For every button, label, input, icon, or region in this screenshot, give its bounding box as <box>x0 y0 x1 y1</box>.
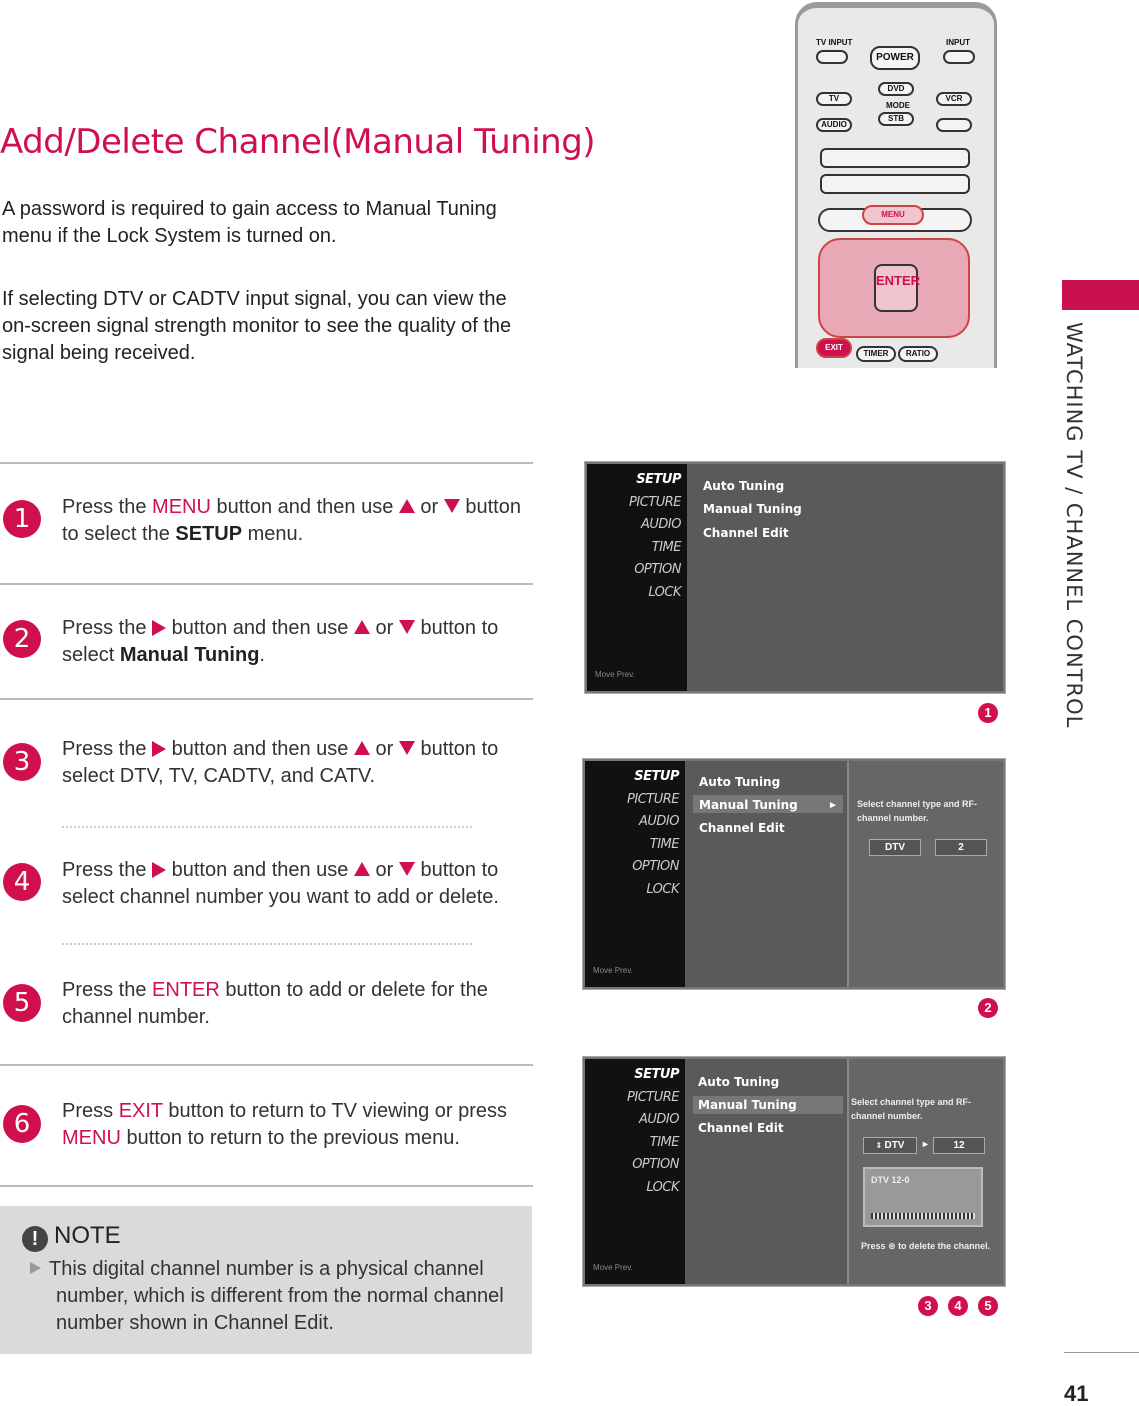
exit-button: EXIT <box>816 338 852 358</box>
osd-side-item-picture: PICTURE <box>627 1090 679 1105</box>
osd-side-item-audio: AUDIO <box>639 1112 679 1127</box>
timer-button: TIMER <box>856 346 896 362</box>
up-arrow-icon <box>399 499 415 513</box>
tv-input-button <box>816 50 848 64</box>
step-1-text: Press the MENU button and then use or button to select the SETUP menu. <box>62 496 521 545</box>
osd-screen-1 <box>585 462 1005 693</box>
osd-side-item-lock: LOCK <box>646 1180 679 1195</box>
osd-menu-channel-edit: Channel Edit <box>698 1121 784 1135</box>
remote-label: INPUT <box>946 38 970 47</box>
exclamation-icon: ! <box>22 1226 48 1252</box>
osd-menu-channel-edit: Channel Edit <box>699 821 785 835</box>
osd-side-item-audio: AUDIO <box>641 517 681 532</box>
updown-icon: ⇕ <box>875 1141 885 1150</box>
intro-paragraph-1: A password is required to gain access to Manual Tuning menu if the Lock System is turned on. <box>2 198 497 247</box>
osd-menu-manual-tuning: Manual Tuning <box>699 798 798 812</box>
page-number: 41 <box>1064 1381 1089 1406</box>
divider <box>0 1064 533 1066</box>
ratio-button: RATIO <box>898 346 938 362</box>
page-title: Add/Delete Channel(Manual Tuning) <box>0 122 596 162</box>
note-heading: ! NOTE <box>22 1222 121 1252</box>
bullet-icon <box>30 1262 41 1274</box>
right-arrow-icon <box>152 620 166 636</box>
screen-caption: 4 <box>948 1296 968 1316</box>
section-title: WATCHING TV / CHANNEL CONTROL <box>1062 322 1086 729</box>
down-arrow-icon <box>399 741 415 755</box>
osd-side-item-time: TIME <box>649 1135 679 1150</box>
section-tab <box>1062 280 1139 310</box>
osd-footer: Move Prev. <box>595 670 635 679</box>
mode-button <box>936 118 972 132</box>
osd-sidebar <box>585 1059 685 1284</box>
osd-side-item-lock: LOCK <box>646 882 679 897</box>
osd-footer: Move Prev. <box>593 966 633 975</box>
osd-side-item-time: TIME <box>649 837 679 852</box>
step-6-text: Press EXIT button to return to TV viewing or press MENU button to return to the previous menu. <box>62 1100 508 1149</box>
playback-buttons <box>820 148 970 168</box>
enter-button: ENTER <box>874 264 918 312</box>
divider <box>0 698 533 700</box>
osd-select-hint: Select channel type and RF-channel number. <box>851 1097 972 1121</box>
step-number: 5 <box>3 984 41 1022</box>
osd-detail-panel <box>847 761 1003 987</box>
osd-channel-number: 2 <box>935 839 987 856</box>
osd-press-hint: Press ⊛ to delete the channel. <box>861 1241 991 1251</box>
skip-buttons <box>820 174 970 194</box>
screen-caption: 2 <box>978 998 998 1018</box>
osd-menu-auto-tuning: Auto Tuning <box>699 775 781 789</box>
osd-channel-type: DTV <box>869 839 921 856</box>
page-number-rule <box>1064 1352 1139 1353</box>
power-button: POWER <box>870 46 920 70</box>
osd-preview-label: DTV 12-0 <box>871 1175 910 1185</box>
remote-label: MODE <box>886 101 910 110</box>
divider <box>0 1185 533 1187</box>
submenu-arrow-icon: ► <box>921 1139 930 1149</box>
step-number: 6 <box>3 1105 41 1143</box>
input-button <box>943 50 975 64</box>
osd-side-item-option: OPTION <box>634 562 681 577</box>
step-2-text: Press the button and then use or button to select Manual Tuning. <box>62 617 499 666</box>
stb-mode-button: STB <box>878 112 914 126</box>
osd-select-hint: Select channel type and RF-channel number. <box>857 799 978 823</box>
step-number: 2 <box>3 620 41 658</box>
remote-label: TV INPUT <box>816 38 853 47</box>
osd-channel-type: ⇕ DTV <box>863 1137 917 1154</box>
step-3-text: Press the button and then use or button to select DTV, TV, CADTV, and CATV. <box>62 738 499 787</box>
down-arrow-icon <box>399 620 415 634</box>
osd-detail-panel <box>847 1059 1003 1284</box>
step-number: 3 <box>3 743 41 781</box>
osd-screen-2 <box>583 759 1005 989</box>
osd-menu-channel-edit: Channel Edit <box>703 526 789 540</box>
up-arrow-icon <box>354 862 370 876</box>
divider <box>0 462 533 464</box>
screen-caption: 3 <box>918 1296 938 1316</box>
step-number: 4 <box>3 863 41 901</box>
osd-side-item-option: OPTION <box>632 859 679 874</box>
divider <box>0 583 533 585</box>
osd-side-item-audio: AUDIO <box>639 814 679 829</box>
osd-channel-number: 12 <box>933 1137 985 1154</box>
tv-mode-button: TV <box>816 92 852 106</box>
osd-side-item-setup: SETUP <box>634 1067 679 1082</box>
down-arrow-icon <box>399 862 415 876</box>
right-arrow-icon <box>152 741 166 757</box>
osd-menu-auto-tuning: Auto Tuning <box>703 479 785 493</box>
dvd-mode-button: DVD <box>878 82 914 96</box>
submenu-arrow-icon: ► <box>828 800 838 811</box>
osd-sidebar <box>587 464 687 691</box>
osd-footer: Move Prev. <box>593 1263 633 1272</box>
osd-side-item-lock: LOCK <box>648 585 681 600</box>
step-4-text: Press the button and then use or button to select channel number you want to add or delete. <box>62 859 499 908</box>
right-arrow-icon <box>152 862 166 878</box>
osd-menu-auto-tuning: Auto Tuning <box>698 1075 780 1089</box>
signal-strength-bar <box>871 1213 975 1219</box>
osd-sidebar <box>585 761 685 987</box>
up-arrow-icon <box>354 741 370 755</box>
osd-menu-manual-tuning: Manual Tuning <box>703 502 802 516</box>
osd-side-item-option: OPTION <box>632 1157 679 1172</box>
step-number: 1 <box>3 500 41 538</box>
up-arrow-icon <box>354 620 370 634</box>
osd-screen-3 <box>583 1057 1005 1286</box>
osd-side-item-picture: PICTURE <box>629 495 681 510</box>
osd-side-item-time: TIME <box>651 540 681 555</box>
dotted-divider <box>62 943 472 945</box>
vcr-mode-button: VCR <box>936 92 972 106</box>
osd-side-item-setup: SETUP <box>634 769 679 784</box>
osd-channel-preview <box>863 1167 983 1227</box>
screen-caption: 5 <box>978 1296 998 1316</box>
note-text: This digital channel number is a physical channel number, which is different from the normal channel number shown in Channel Edit. <box>30 1256 520 1337</box>
menu-button: MENU <box>862 205 924 225</box>
audio-mode-button: AUDIO <box>816 118 852 132</box>
dotted-divider <box>62 826 472 828</box>
screen-caption: 1 <box>978 703 998 723</box>
down-arrow-icon <box>444 499 460 513</box>
step-5-text: Press the ENTER button to add or delete for the channel number. <box>62 979 488 1028</box>
remote-control-image <box>795 2 997 368</box>
navigation-pad <box>818 238 970 338</box>
osd-menu-manual-tuning: Manual Tuning <box>698 1098 797 1112</box>
osd-side-item-picture: PICTURE <box>627 792 679 807</box>
osd-side-item-setup: SETUP <box>636 472 681 487</box>
intro-paragraph-2: If selecting DTV or CADTV input signal, you can view the on-screen signal strength monitor to see the quality of the signal being received. <box>2 288 512 364</box>
